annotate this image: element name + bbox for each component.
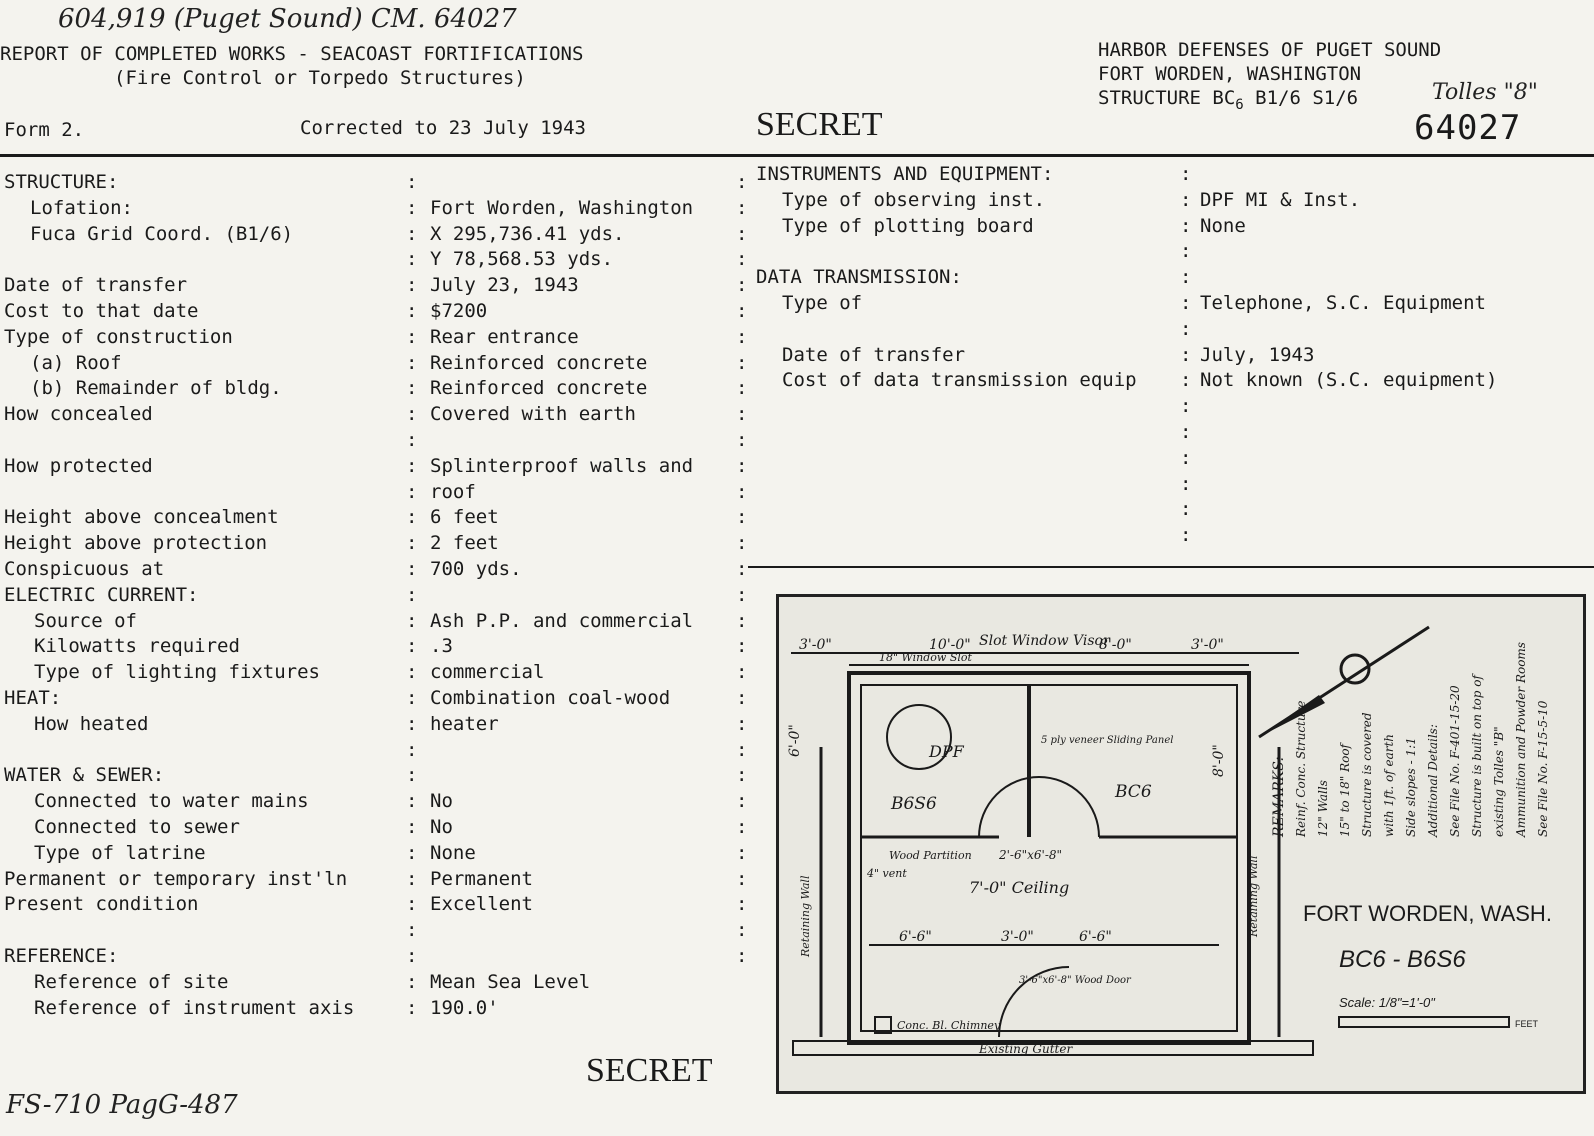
field-separator: : [406,609,418,632]
plan-dpf-label: DPF [929,742,964,761]
column-separator: : [736,351,748,374]
field-value: July 23, 1943 [430,274,579,297]
field-separator: : [406,274,418,297]
field-value: Ash P.P. and commercial [430,609,694,632]
plan-remark-line: See File No. F-401-15-20 [1448,685,1462,837]
field-label [4,918,404,944]
field-value [430,763,730,789]
handwritten-bottom-note: FS-710 PagG-487 [6,1090,238,1120]
plan-dim-10: 10'-0" [929,637,971,653]
field-label [4,480,404,506]
plan-remark-line: with 1ft. of earth [1382,733,1396,837]
plan-door-label: 2'-6"x6'-8" [999,848,1063,862]
field-value: 6 feet [430,506,499,529]
field-label: STRUCTURE: [4,171,119,193]
structure-designation [1098,86,1358,117]
middle-colons [736,170,750,970]
field-label: Present condition [4,893,199,916]
field-label [4,247,404,273]
field-separator: : [406,248,418,271]
field-separator: : [406,377,418,400]
field-separator: : [406,506,418,529]
plan-window-slot-label: 18" Window Slot [879,651,972,664]
north-arrow-head [1259,695,1325,737]
plan-ply-panel-label: 5 ply veneer Sliding Panel [1041,735,1174,746]
field-label: Type of construction [4,325,233,348]
field-separator: : [406,944,418,967]
plan-retaining-wall-left: Retaining Wall [799,875,812,957]
column-separator: : [736,377,748,400]
plan-dim-right: 3'-0" [1191,637,1224,653]
report-subtitle: (Fire Control or Torpedo Structures) [114,67,526,89]
field-value [1200,265,1580,291]
column-separator: : [736,196,748,219]
column-separator: : [736,480,748,503]
field-separator: : [406,583,418,606]
column-separator: : [736,325,748,348]
field-separator: : [406,454,418,477]
column-separator: : [736,506,748,529]
plan-scale-label: Scale: 1/8"=1'-0" [1339,995,1435,1010]
plan-chimney-label: Conc. Bl. Chimney [897,1019,1001,1032]
field-value: Rear entrance [430,325,579,348]
handwritten-tolles-note: Tolles "8" [1432,80,1538,105]
field-value: Fort Worden, Washington [430,196,694,219]
field-value: Splinterproof walls and [430,454,694,477]
field-value: Excellent [430,893,533,916]
field-value: Y 78,568.53 yds. [430,248,614,271]
field-label: Type of latrine [34,841,206,864]
field-label: Reference of instrument axis [34,996,355,1019]
field-value: DPF MI & Inst. [1200,188,1361,211]
column-separator: : [736,893,748,916]
field-separator: : [406,712,418,735]
column-separator: : [736,428,748,451]
field-label: Fuca Grid Coord. (B1/6) [30,222,294,245]
field-label: Kilowatts required [34,635,240,658]
scale-bar [1339,1017,1509,1027]
column-separator: : [736,919,748,942]
plan-remark-line: 15" to 18" Roof [1338,744,1352,837]
field-value [1200,317,1580,343]
report-title: REPORT OF COMPLETED WORKS - SEACOAST FORTIFICATIONS [0,43,584,65]
plan-remark-line: Structure is built on top of [1470,675,1484,837]
right-labels [756,162,1176,394]
plan-remark-line: Additional Details: [1426,724,1440,837]
plan-retaining-wall-right: Retaining Wall [1247,855,1260,937]
field-label: Height above protection [4,532,268,555]
field-label: Conspicuous at [4,557,165,580]
field-value [430,738,730,764]
column-separator: : [736,222,748,245]
field-value [430,170,730,196]
field-label: Cost of data transmission equip [782,369,1137,392]
plan-remark-line: Ammunition and Powder Rooms [1514,642,1528,837]
field-value: No [430,790,453,813]
plan-remarks [1271,642,1550,838]
field-label: REFERENCE: [4,944,119,967]
column-separator: : [736,712,748,735]
left-labels [4,170,404,1021]
plan-location-label: FORT WORDEN, WASH. [1303,901,1552,926]
plan-remark-line: REMARKS: [1271,756,1287,837]
field-label: Permanent or temporary inst'ln [4,867,348,890]
column-separator: : [736,171,748,193]
plan-remark-line: See File No. F-15-5-10 [1536,700,1550,837]
field-value: Mean Sea Level [430,970,591,993]
fort-location: FORT WORDEN, WASHINGTON [1098,63,1362,85]
field-separator: : [406,841,418,864]
field-separator: : [1180,369,1192,392]
field-separator: : [406,532,418,555]
column-separator: : [736,764,748,787]
door-swing-arc [979,777,1099,837]
field-value: roof [430,480,476,503]
field-separator: : [406,893,418,916]
field-value [430,428,730,454]
field-label: WATER & SEWER: [4,764,165,787]
field-separator: : [1180,317,1192,340]
column-separator: : [736,583,748,606]
secret-stamp-bottom: SECRET [586,1052,713,1089]
field-label: How concealed [4,403,153,426]
plan-remark-line: Structure is covered [1360,712,1374,837]
field-value [1200,239,1580,265]
harbor-defenses: HARBOR DEFENSES OF PUGET SOUND [1098,39,1442,61]
structure-suffix: B1/6 S1/6 [1243,87,1359,109]
column-separator: : [736,403,748,426]
field-separator: : [406,403,418,426]
field-separator: : [406,428,418,451]
field-separator: : [406,222,418,245]
field-label: Date of transfer [782,343,966,366]
field-label: DATA TRANSMISSION: [756,266,962,289]
document-number: 64027 [1414,108,1522,148]
field-separator: : [406,635,418,658]
header-rule [0,154,1594,157]
field-label [4,428,404,454]
column-separator: : [736,609,748,632]
field-label [756,317,1176,343]
field-separator: : [406,764,418,787]
column-separator: : [736,557,748,580]
field-value: Covered with earth [430,403,636,426]
plan-dim-8: 8'-0" [1099,637,1132,653]
field-value: None [430,841,476,864]
field-separator: : [1180,163,1192,185]
field-separator: : [406,686,418,709]
plan-dim-6-6-right: 6'-6" [1079,929,1112,945]
field-separator: : [406,867,418,890]
field-separator: : [1180,291,1192,314]
plan-wood-partition-label: Wood Partition [889,849,972,862]
left-values [430,170,730,1021]
field-separator: : [406,196,418,219]
field-value: .3 [430,635,453,658]
column-separator: : [736,790,748,813]
field-value: None [1200,214,1246,237]
column-separator: : [736,532,748,555]
field-label: How protected [4,454,153,477]
field-separator: : [1180,240,1192,263]
field-separator: : [406,480,418,503]
plan-dim-8-0-v: 8'-0" [1211,744,1227,777]
field-value: July, 1943 [1200,343,1315,366]
field-value [1200,162,1580,188]
column-separator: : [736,944,748,967]
field-label: Type of lighting fixtures [34,661,320,684]
field-separator: : [1180,524,1192,547]
plan-ceiling-label: 7'-0" Ceiling [969,878,1070,897]
right-values [1200,162,1580,394]
field-value: No [430,815,453,838]
field-label: Type of plotting board [782,214,1034,237]
field-separator: : [406,171,418,193]
field-label: Lofation: [30,196,133,219]
field-value: X 295,736.41 yds. [430,222,625,245]
field-separator: : [1180,472,1192,495]
field-value: 700 yds. [430,557,522,580]
plan-remark-line: 12" Walls [1316,780,1330,837]
field-label: (a) Roof [30,351,122,374]
field-label: ELECTRIC CURRENT: [4,583,199,606]
field-separator: : [406,557,418,580]
column-separator: : [736,738,748,761]
plan-dim-3-0-mid: 3'-0" [1001,929,1034,945]
structure-prefix: STRUCTURE BC [1098,87,1236,109]
field-label: Type of observing inst. [782,188,1046,211]
field-separator: : [1180,420,1192,443]
field-separator: : [1180,498,1192,521]
field-value: $7200 [430,299,488,322]
plan-dim-6-6-left: 6'-6" [899,929,932,945]
plan-remark-line: Reinf. Conc. Structure [1294,700,1308,837]
column-separator: : [736,299,748,322]
plan-designation-label: BC6 - B6S6 [1339,946,1466,973]
field-value [430,944,730,970]
column-separator: : [736,867,748,890]
right-section-rule [748,566,1594,568]
plan-slot-visor-label: Slot Window Visor [979,633,1110,649]
field-value [430,918,730,944]
field-value: commercial [430,661,545,684]
plan-b6s6-label: B6S6 [891,794,937,814]
field-separator: : [1180,446,1192,469]
corrected-date: Corrected to 23 July 1943 [300,117,586,139]
floor-plan-svg [779,597,1583,1091]
field-label: Reference of site [34,970,229,993]
field-value [430,583,730,609]
field-value: Permanent [430,867,533,890]
plan-dim-left: 3'-0" [799,637,832,653]
field-label: Date of transfer [4,274,188,297]
field-value: heater [430,712,499,735]
field-separator: : [406,790,418,813]
structure-subscript: 6 [1235,96,1244,113]
field-separator: : [406,738,418,761]
field-separator: : [406,996,418,1019]
field-value: Reinforced concrete [430,351,648,374]
plan-dim-6-0: 6'-0" [787,724,803,757]
field-separator: : [1180,214,1192,237]
plan-feet-label: FEET [1515,1019,1539,1029]
floor-plan-drawing [776,594,1586,1094]
field-label: Height above concealment [4,506,279,529]
field-label: Connected to water mains [34,790,309,813]
column-separator: : [736,841,748,864]
field-value: Reinforced concrete [430,377,648,400]
field-value: 190.0' [430,996,499,1019]
field-label: INSTRUMENTS AND EQUIPMENT: [756,163,1054,185]
field-separator: : [1180,343,1192,366]
column-separator: : [736,686,748,709]
field-separator: : [406,325,418,348]
field-label: HEAT: [4,686,62,709]
field-separator: : [406,661,418,684]
plan-remark-line: Side slopes - 1:1 [1404,737,1418,837]
field-value: 2 feet [430,532,499,555]
column-separator: : [736,815,748,838]
field-label: Type of [782,291,863,314]
field-label: (b) Remainder of bldg. [30,377,282,400]
plan-vent-label: 4" vent [867,867,907,880]
plan-gutter-label: Existing Gutter [979,1042,1073,1056]
field-separator: : [406,970,418,993]
column-separator: : [736,454,748,477]
field-label: Source of [34,609,137,632]
field-separator: : [1180,266,1192,289]
field-separator: : [1180,395,1192,418]
plan-remark-line: existing Tolles "B" [1492,726,1506,837]
field-separator: : [1180,188,1192,211]
field-value: Combination coal-wood [430,686,671,709]
plan-wood-door-label: 3'-6"x6'-8" Wood Door [1019,975,1131,986]
field-label: Connected to sewer [34,815,240,838]
right-colons [1180,162,1194,549]
column-separator: : [736,661,748,684]
column-separator: : [736,635,748,658]
field-separator: : [406,919,418,942]
field-label [756,239,1176,265]
column-separator: : [736,248,748,271]
field-separator: : [406,299,418,322]
field-label: Cost to that date [4,299,199,322]
secret-stamp-top: SECRET [756,106,883,143]
column-separator: : [736,274,748,297]
left-colons [406,170,420,1021]
plan-bc6-label: BC6 [1115,782,1152,802]
field-label: How heated [34,712,149,735]
field-value: Not known (S.C. equipment) [1200,369,1498,392]
field-label [4,738,404,764]
field-separator: : [406,351,418,374]
field-value: Telephone, S.C. Equipment [1200,291,1486,314]
handwritten-file-note: 604,919 (Puget Sound) CM. 64027 [58,4,517,34]
field-separator: : [406,815,418,838]
form-number: Form 2. [4,119,85,141]
